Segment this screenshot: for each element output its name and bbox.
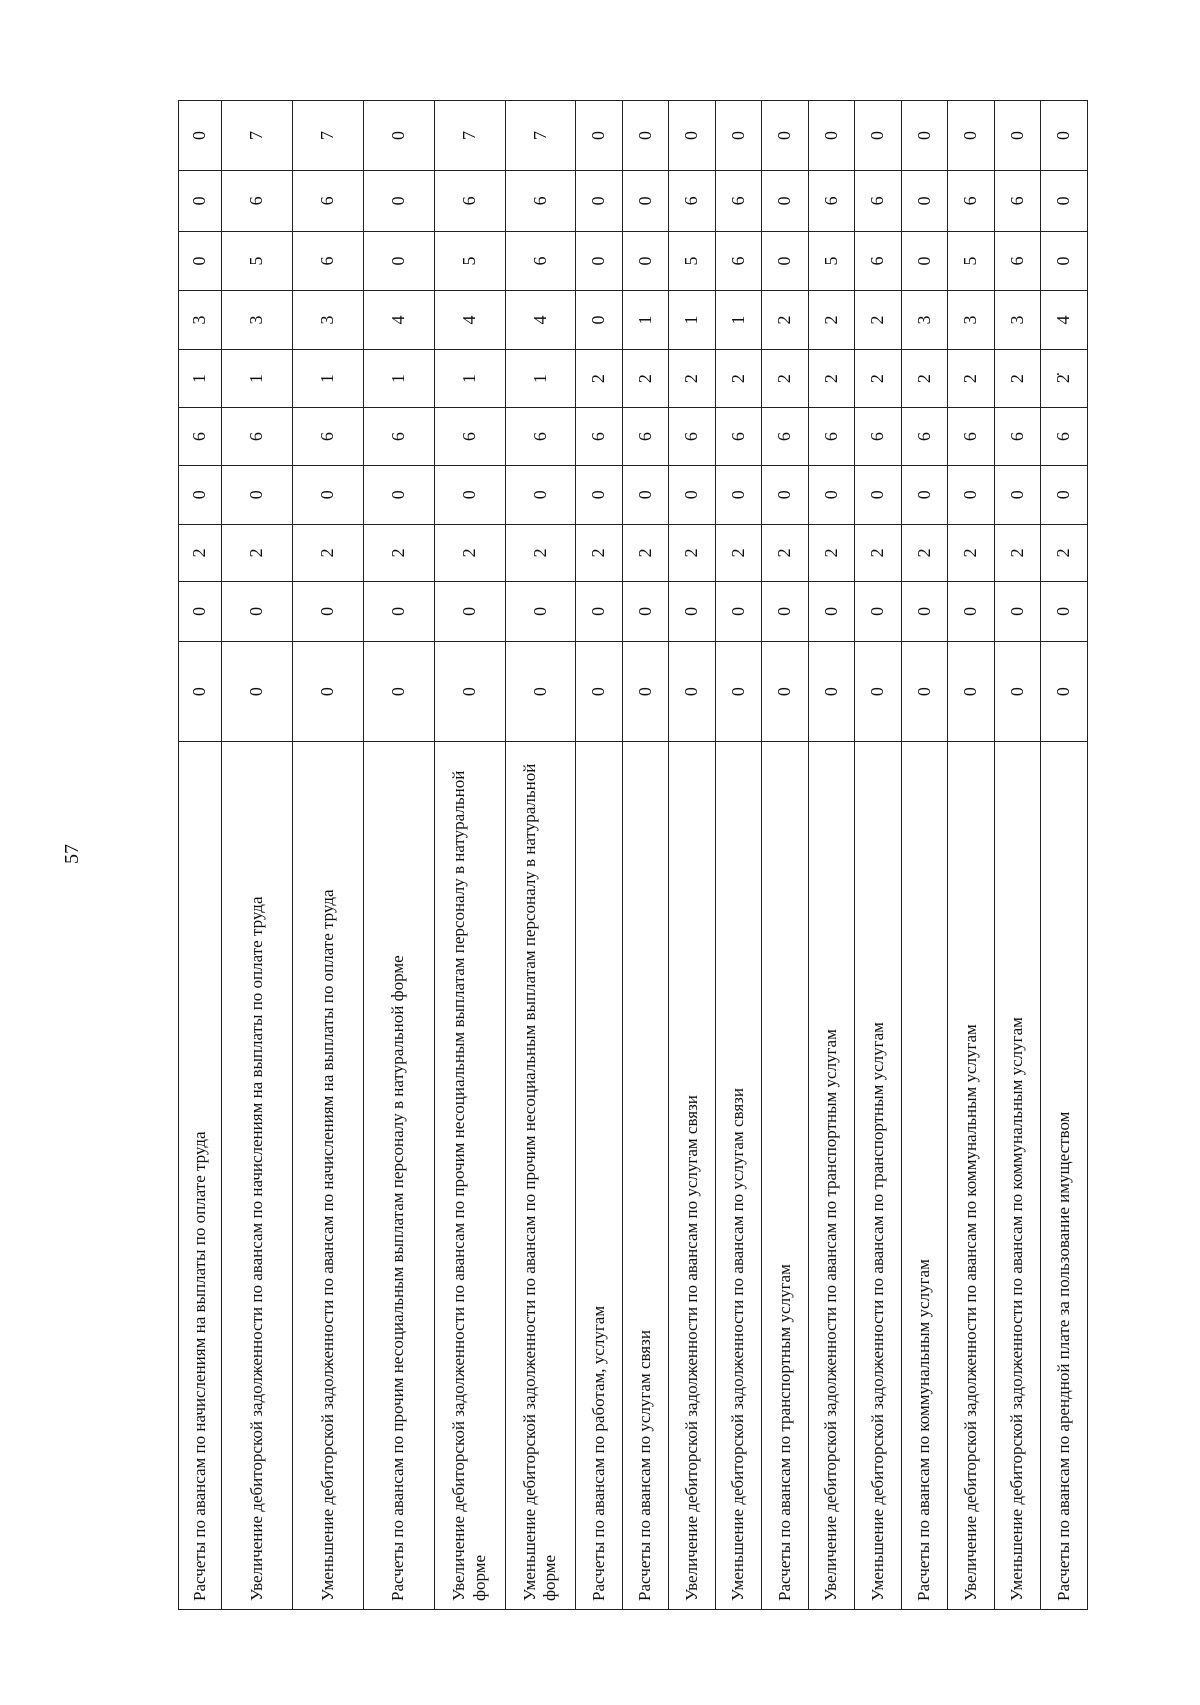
row-description: Увеличение дебиторской задолженности по авансам по начислениям на выплаты по оплате труда	[222, 742, 293, 1610]
row-code-cell: 0	[576, 170, 623, 231]
row-code-cell: 2̇	[1041, 349, 1088, 408]
row-code-cell: 0	[1041, 582, 1088, 642]
row-code-cell: 5	[948, 231, 995, 291]
row-code-cell: 0	[762, 101, 809, 171]
row-code-cell: 0	[669, 101, 716, 171]
row-code-cell: 2	[434, 524, 505, 582]
row-code-cell: 6	[715, 408, 762, 466]
row-code-cell: 0	[222, 641, 293, 742]
table-row	[948, 101, 995, 1610]
table-row	[363, 101, 434, 1610]
row-code-cell: 4	[1041, 291, 1088, 350]
row-description: Расчеты по авансам по начислениям на выплаты по оплате труда	[179, 742, 222, 1610]
row-code-cell: 0	[1041, 170, 1088, 231]
row-code-cell: 0	[222, 465, 293, 524]
row-code-cell: 0	[576, 291, 623, 350]
row-code-cell: 4	[505, 291, 576, 350]
row-code-cell: 6	[994, 408, 1041, 466]
row-code-cell: 2	[808, 524, 855, 582]
row-code-cell: 3	[948, 291, 995, 350]
row-code-cell: 0	[808, 582, 855, 642]
row-code-cell: 2	[1041, 524, 1088, 582]
row-code-cell: 1	[622, 291, 669, 350]
row-code-cell: 2	[622, 349, 669, 408]
row-code-cell: 0	[994, 641, 1041, 742]
row-code-cell: 6	[222, 170, 293, 231]
row-code-cell: 2	[715, 524, 762, 582]
row-code-cell: 0	[948, 582, 995, 642]
row-code-cell: 2	[762, 524, 809, 582]
row-code-cell: 2	[363, 524, 434, 582]
row-code-cell: 2	[222, 524, 293, 582]
table-row	[505, 101, 576, 1610]
row-code-cell: 6	[669, 170, 716, 231]
row-code-cell: 0	[576, 465, 623, 524]
row-code-cell: 0	[622, 101, 669, 171]
row-code-cell: 0	[179, 101, 222, 171]
row-description: Уменьшение дебиторской задолженности по авансам по коммунальным услугам	[994, 742, 1041, 1610]
row-code-cell: 0	[994, 582, 1041, 642]
row-code-cell: 3	[293, 291, 364, 350]
row-description: Уменьшение дебиторской задолженности по авансам по транспортным услугам	[855, 742, 902, 1610]
table-row	[293, 101, 364, 1610]
row-code-cell: 2	[855, 349, 902, 408]
row-code-cell: 2	[669, 349, 716, 408]
row-description: Расчеты по авансам по услугам связи	[622, 742, 669, 1610]
row-code-cell: 6	[179, 408, 222, 466]
row-description: Уменьшение дебиторской задолженности по авансам по начислениям на выплаты по оплате труда	[293, 742, 364, 1610]
row-code-cell: 2	[994, 349, 1041, 408]
row-code-cell: 2	[762, 349, 809, 408]
row-code-cell: 0	[669, 641, 716, 742]
row-code-cell: 6	[855, 170, 902, 231]
row-code-cell: 0	[855, 465, 902, 524]
row-code-cell: 0	[901, 101, 948, 171]
row-code-cell: 0	[434, 582, 505, 642]
row-code-cell: 0	[901, 641, 948, 742]
row-code-cell: 6	[363, 408, 434, 466]
row-description: Уменьшение дебиторской задолженности по авансам по услугам связи	[715, 742, 762, 1610]
row-code-cell: 0	[505, 582, 576, 642]
row-code-cell: 2	[762, 291, 809, 350]
row-code-cell: 0	[576, 231, 623, 291]
row-code-cell: 0	[762, 170, 809, 231]
row-code-cell: 6	[808, 408, 855, 466]
row-code-cell: 6	[808, 170, 855, 231]
row-code-cell: 0	[622, 231, 669, 291]
row-code-cell: 6	[715, 231, 762, 291]
row-code-cell: 0	[363, 101, 434, 171]
row-code-cell: 0	[179, 641, 222, 742]
row-code-cell: 0	[179, 465, 222, 524]
row-code-cell: 2	[622, 524, 669, 582]
row-code-cell: 6	[669, 408, 716, 466]
table-row	[1041, 101, 1088, 1610]
table-row	[994, 101, 1041, 1610]
table-row	[576, 101, 623, 1610]
row-code-cell: 1	[222, 349, 293, 408]
row-code-cell: 2	[901, 349, 948, 408]
row-code-cell: 2	[576, 524, 623, 582]
ledger-table-rotated	[178, 100, 1088, 1610]
row-code-cell: 6	[948, 408, 995, 466]
row-code-cell: 0	[622, 641, 669, 742]
row-code-cell: 6	[434, 170, 505, 231]
row-code-cell: 6	[855, 408, 902, 466]
row-code-cell: 0	[363, 582, 434, 642]
row-code-cell: 2	[808, 349, 855, 408]
row-code-cell: 6	[901, 408, 948, 466]
row-code-cell: 7	[222, 101, 293, 171]
row-code-cell: 0	[901, 465, 948, 524]
row-code-cell: 3	[222, 291, 293, 350]
row-code-cell: 6	[505, 170, 576, 231]
row-code-cell: 0	[1041, 231, 1088, 291]
row-code-cell: 5	[434, 231, 505, 291]
table-row	[434, 101, 505, 1610]
page-number: 57	[61, 844, 83, 864]
row-code-cell: 6	[293, 231, 364, 291]
row-code-cell: 2	[715, 349, 762, 408]
row-code-cell: 2	[994, 524, 1041, 582]
row-code-cell: 2	[855, 524, 902, 582]
row-code-cell: 0	[762, 465, 809, 524]
row-code-cell: 0	[855, 582, 902, 642]
row-code-cell: 0	[715, 641, 762, 742]
row-code-cell: 0	[669, 582, 716, 642]
table-row	[222, 101, 293, 1610]
row-code-cell: 0	[622, 465, 669, 524]
row-description: Увеличение дебиторской задолженности по авансам по транспортным услугам	[808, 742, 855, 1610]
row-code-cell: 0	[808, 641, 855, 742]
row-code-cell: 4	[363, 291, 434, 350]
row-code-cell: 2	[948, 349, 995, 408]
row-code-cell: 6	[505, 231, 576, 291]
row-code-cell: 0	[505, 465, 576, 524]
row-code-cell: 0	[363, 641, 434, 742]
row-code-cell: 0	[576, 641, 623, 742]
row-description: Расчеты по авансам по работам, услугам	[576, 742, 623, 1610]
row-code-cell: 1	[505, 349, 576, 408]
row-description: Уменьшение дебиторской задолженности по авансам по прочим несоциальным выплатам персоналу в натуральной форме	[505, 742, 576, 1610]
row-code-cell: 0	[715, 465, 762, 524]
row-code-cell: 6	[1041, 408, 1088, 466]
row-code-cell: 0	[669, 465, 716, 524]
row-code-cell: 0	[994, 101, 1041, 171]
row-code-cell: 2	[179, 524, 222, 582]
row-code-cell: 0	[948, 465, 995, 524]
row-description: Увеличение дебиторской задолженности по авансам по услугам связи	[669, 742, 716, 1610]
row-code-cell: 0	[293, 582, 364, 642]
row-code-cell: 0	[434, 641, 505, 742]
row-code-cell: 0	[434, 465, 505, 524]
row-code-cell: 1	[715, 291, 762, 350]
row-code-cell: 2	[855, 291, 902, 350]
row-code-cell: 0	[1041, 641, 1088, 742]
row-code-cell: 0	[715, 582, 762, 642]
row-code-cell: 0	[808, 465, 855, 524]
row-code-cell: 0	[179, 231, 222, 291]
row-code-cell: 0	[179, 170, 222, 231]
row-code-cell: 0	[948, 101, 995, 171]
row-code-cell: 6	[715, 170, 762, 231]
table-row	[808, 101, 855, 1610]
row-code-cell: 6	[222, 408, 293, 466]
row-code-cell: 2	[505, 524, 576, 582]
row-code-cell: 6	[994, 231, 1041, 291]
row-code-cell: 6	[948, 170, 995, 231]
row-code-cell: 1	[669, 291, 716, 350]
row-code-cell: 1	[434, 349, 505, 408]
row-description: Увеличение дебиторской задолженности по авансам по коммунальным услугам	[948, 742, 995, 1610]
row-code-cell: 0	[293, 641, 364, 742]
table-row	[855, 101, 902, 1610]
row-code-cell: 0	[1041, 465, 1088, 524]
row-code-cell: 4	[434, 291, 505, 350]
row-code-cell: 0	[762, 582, 809, 642]
row-code-cell: 0	[762, 231, 809, 291]
row-description: Расчеты по авансам по прочим несоциальным выплатам персоналу в натуральной форме	[363, 742, 434, 1610]
row-code-cell: 0	[222, 582, 293, 642]
row-description: Увеличение дебиторской задолженности по авансам по прочим несоциальным выплатам персоналу в натуральной форме	[434, 742, 505, 1610]
row-code-cell: 6	[622, 408, 669, 466]
row-code-cell: 0	[948, 641, 995, 742]
row-code-cell: 1	[179, 349, 222, 408]
ledger-table	[178, 100, 1088, 1610]
row-code-cell: 0	[622, 582, 669, 642]
row-code-cell: 3	[179, 291, 222, 350]
row-code-cell: 0	[762, 641, 809, 742]
row-code-cell: 0	[505, 641, 576, 742]
row-code-cell: 7	[505, 101, 576, 171]
row-code-cell: 2	[293, 524, 364, 582]
row-code-cell: 5	[808, 231, 855, 291]
row-code-cell: 6	[576, 408, 623, 466]
row-code-cell: 5	[669, 231, 716, 291]
row-code-cell: 0	[855, 101, 902, 171]
row-code-cell: 2	[576, 349, 623, 408]
row-code-cell: 5	[222, 231, 293, 291]
row-code-cell: 0	[901, 582, 948, 642]
table-row	[179, 101, 222, 1610]
row-code-cell: 2	[669, 524, 716, 582]
row-code-cell: 1	[363, 349, 434, 408]
row-code-cell: 1	[293, 349, 364, 408]
row-code-cell: 0	[901, 170, 948, 231]
row-code-cell: 6	[293, 170, 364, 231]
table-row	[715, 101, 762, 1610]
table-row	[669, 101, 716, 1610]
row-code-cell: 0	[363, 465, 434, 524]
row-code-cell: 7	[434, 101, 505, 171]
row-code-cell: 6	[994, 170, 1041, 231]
row-code-cell: 0	[855, 641, 902, 742]
row-code-cell: 6	[762, 408, 809, 466]
row-code-cell: 2	[948, 524, 995, 582]
row-code-cell: 0	[994, 465, 1041, 524]
row-code-cell: 0	[363, 170, 434, 231]
table-row	[622, 101, 669, 1610]
row-code-cell: 7	[293, 101, 364, 171]
row-code-cell: 0	[293, 465, 364, 524]
row-code-cell: 0	[622, 170, 669, 231]
table-row	[762, 101, 809, 1610]
row-code-cell: 3	[901, 291, 948, 350]
row-code-cell: 0	[808, 101, 855, 171]
row-code-cell: 0	[715, 101, 762, 171]
row-code-cell: 2	[901, 524, 948, 582]
row-code-cell: 0	[1041, 101, 1088, 171]
row-code-cell: 3	[994, 291, 1041, 350]
row-code-cell: 0	[576, 582, 623, 642]
row-code-cell: 0	[576, 101, 623, 171]
row-code-cell: 0	[179, 582, 222, 642]
row-code-cell: 6	[855, 231, 902, 291]
row-code-cell: 2	[808, 291, 855, 350]
row-code-cell: 6	[505, 408, 576, 466]
row-code-cell: 6	[293, 408, 364, 466]
row-code-cell: 6	[434, 408, 505, 466]
row-description: Расчеты по авансам по транспортным услугам	[762, 742, 809, 1610]
row-code-cell: 0	[363, 231, 434, 291]
row-code-cell: 0	[901, 231, 948, 291]
row-description: Расчеты по авансам по арендной плате за пользование имуществом	[1041, 742, 1088, 1610]
table-row	[901, 101, 948, 1610]
row-description: Расчеты по авансам по коммунальным услугам	[901, 742, 948, 1610]
